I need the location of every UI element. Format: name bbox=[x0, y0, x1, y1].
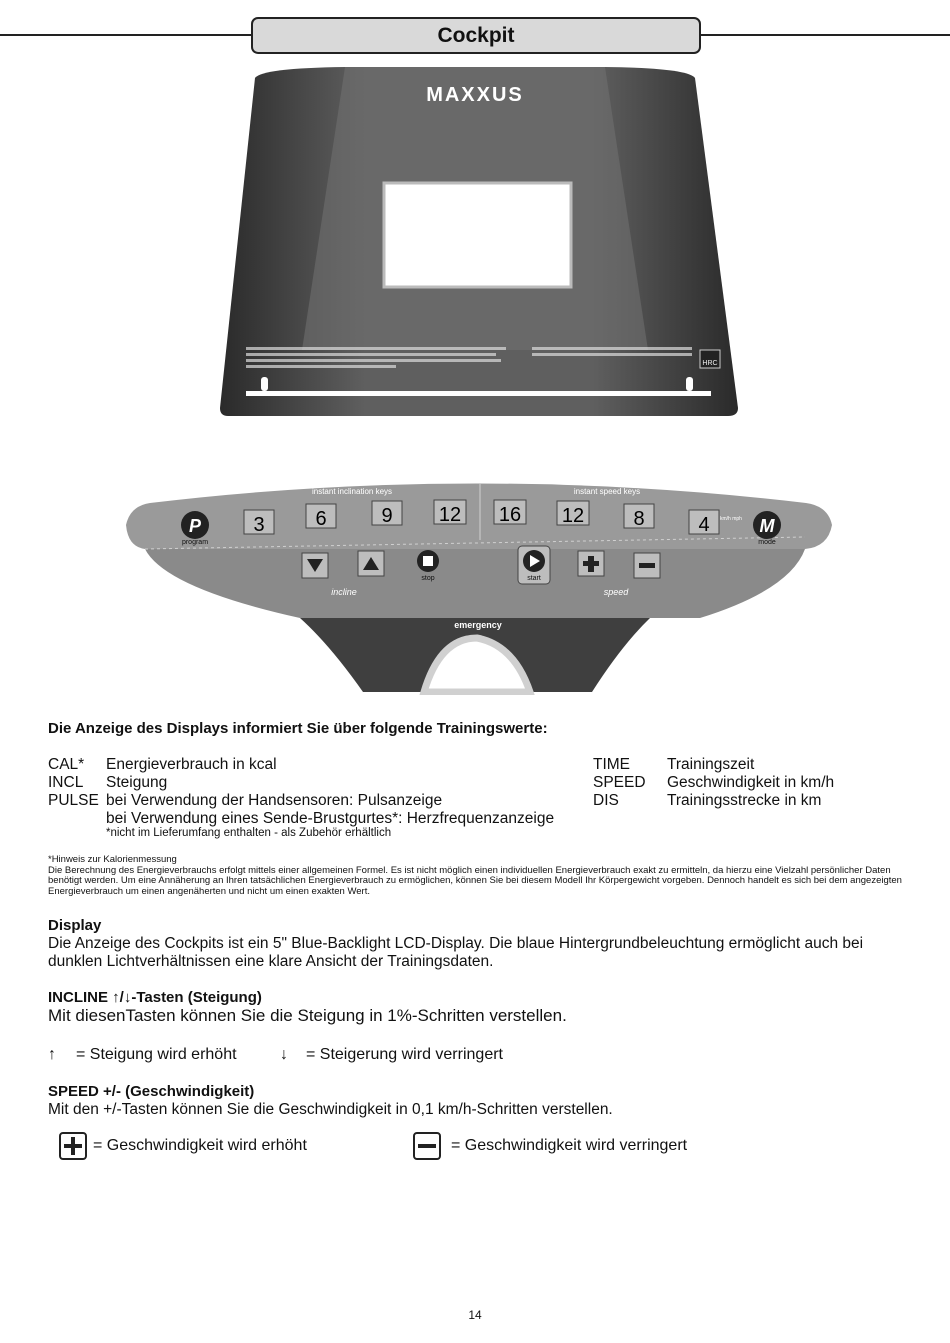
program-key[interactable] bbox=[181, 511, 209, 546]
svg-text:6: 6 bbox=[315, 508, 327, 530]
plus-icon bbox=[59, 1132, 87, 1160]
svg-text:12: 12 bbox=[438, 504, 462, 526]
svg-text:12: 12 bbox=[561, 505, 585, 527]
speed-key-4[interactable] bbox=[689, 510, 719, 536]
console-clip-right bbox=[686, 377, 693, 391]
calorie-note-title: *Hinweis zur Kalorienmessung bbox=[48, 854, 177, 865]
minus-icon bbox=[413, 1132, 441, 1160]
page-title: Cockpit bbox=[251, 17, 701, 54]
value-desc-pulse: bei Verwendung der Handsensoren: Pulsanzeige bbox=[106, 792, 443, 809]
values-note: *nicht im Lieferumfang enthalten - als Zubehör erhältlich bbox=[106, 827, 392, 839]
svg-text:9: 9 bbox=[381, 505, 393, 527]
value-desc-dis: Trainingsstrecke in km bbox=[667, 792, 822, 809]
speed-key-12[interactable] bbox=[557, 501, 589, 527]
svg-text:4: 4 bbox=[698, 514, 710, 536]
value-key-dis: DIS bbox=[593, 792, 619, 809]
speed-key-8[interactable] bbox=[624, 504, 654, 530]
stop-label: stop bbox=[421, 575, 435, 582]
lcd-display bbox=[384, 183, 571, 287]
speed-minus-key[interactable] bbox=[634, 553, 660, 578]
value-key-time: TIME bbox=[593, 756, 631, 773]
console-illustration bbox=[0, 60, 950, 420]
keypad-illustration bbox=[0, 470, 950, 695]
speed-plus-text: = Geschwindigkeit wird erhöht bbox=[93, 1137, 307, 1154]
incline-keys-label: instant inclination keys bbox=[311, 487, 393, 496]
value-desc-pulse-belt: bei Verwendung eines Sende-Brustgurtes*: Herzfrequenzanzeige bbox=[106, 810, 555, 827]
svg-text:8: 8 bbox=[633, 508, 645, 530]
incline-label: incline bbox=[331, 587, 357, 597]
incline-text: Mit diesenTasten können Sie die Steigung in 1%-Schritten verstellen. bbox=[48, 1006, 567, 1025]
speed-heading: SPEED +/- (Geschwindigkeit) bbox=[48, 1083, 255, 1100]
display-heading: Display bbox=[48, 917, 102, 934]
speed-keys-label: instant speed keys bbox=[573, 487, 641, 496]
incline-heading: INCLINE ↑/↓-Tasten (Steigung) bbox=[48, 989, 262, 1006]
incline-down-key[interactable] bbox=[302, 553, 328, 578]
svg-text:M: M bbox=[759, 516, 775, 536]
calorie-note-text: Die Berechnung des Energieverbrauchs erfolgt mittels einer allgemeinen Formel. Es ist nicht möglich einen individuellen Energieverbrauch exakt zu ermitteln, da hierzu eine Vielzahl persönlicher Daten benötigt werden. Um eine Annäherung an Ihren tatsächlichen Energieverbrauch zu ermöglichen, können Sie bei diesem Modell Ihr Körpergewicht vorgeben. Dennoch handelt es sich bei dem angezeigten Energieverbrauch um einen angenäherten und nicht um einen exakten Wert. bbox=[48, 864, 902, 897]
header-rule-right bbox=[697, 34, 950, 36]
incline-key-6[interactable] bbox=[306, 504, 336, 530]
console-brand: MAXXUS bbox=[426, 84, 524, 106]
hrc-label: HRC bbox=[702, 360, 718, 367]
value-key-pulse: PULSE bbox=[48, 792, 99, 809]
svg-text:3: 3 bbox=[253, 514, 265, 536]
page-number: 14 bbox=[468, 1308, 482, 1322]
start-key[interactable] bbox=[518, 546, 550, 584]
svg-text:P: P bbox=[188, 516, 202, 536]
display-text: Die Anzeige des Cockpits ist ein 5" Blue-Backlight LCD-Display. Die blaue Hintergrundbeleuchtung ermöglicht auch bei dunklen Lichtverhältnissen eine klare Ansicht der Trainingsdaten. bbox=[48, 935, 864, 970]
incline-up-text: = Steigung wird erhöht bbox=[76, 1046, 237, 1063]
mode-label: mode bbox=[758, 539, 776, 546]
calorie-note bbox=[48, 855, 908, 897]
value-key-cal: CAL* bbox=[48, 756, 85, 773]
program-label: program bbox=[181, 539, 209, 546]
value-key-incl: INCL bbox=[48, 774, 84, 791]
intro-text: Die Anzeige des Displays informiert Sie über folgende Trainingswerte: bbox=[48, 720, 548, 737]
incline-key-9[interactable] bbox=[372, 501, 402, 527]
arrow-down-icon: ↓ bbox=[280, 1046, 288, 1063]
incline-up-key[interactable] bbox=[358, 551, 384, 576]
incline-key-3[interactable] bbox=[244, 510, 274, 536]
keypad-lower-panel bbox=[145, 549, 805, 618]
speed-plus-key[interactable] bbox=[578, 551, 604, 576]
values-left-list bbox=[0, 756, 600, 828]
speed-key-16[interactable] bbox=[494, 500, 526, 526]
speed-minus-text: = Geschwindigkeit wird verringert bbox=[451, 1137, 688, 1154]
value-desc-time: Trainingszeit bbox=[667, 756, 755, 773]
console-clip-left bbox=[261, 377, 268, 391]
value-key-speed: SPEED bbox=[593, 774, 646, 791]
unit-label: km/h mph bbox=[720, 516, 742, 522]
speed-text: Mit den +/-Tasten können Sie die Geschwindigkeit in 0,1 km/h-Schritten verstellen. bbox=[48, 1101, 613, 1118]
value-desc-incl: Steigung bbox=[106, 774, 168, 791]
value-desc-cal: Energieverbrauch in kcal bbox=[106, 756, 277, 773]
speed-label: speed bbox=[603, 587, 629, 597]
values-right-list bbox=[593, 756, 923, 812]
arrow-up-icon: ↑ bbox=[48, 1046, 56, 1063]
header-rule-left bbox=[0, 34, 252, 36]
incline-down-text: = Steigerung wird verringert bbox=[306, 1046, 503, 1063]
value-desc-speed: Geschwindigkeit in km/h bbox=[667, 774, 835, 791]
emergency-label: emergency bbox=[454, 620, 502, 630]
console-rail bbox=[246, 391, 711, 396]
start-label: start bbox=[527, 575, 541, 582]
svg-text:16: 16 bbox=[498, 504, 522, 526]
incline-key-12[interactable] bbox=[434, 500, 466, 526]
